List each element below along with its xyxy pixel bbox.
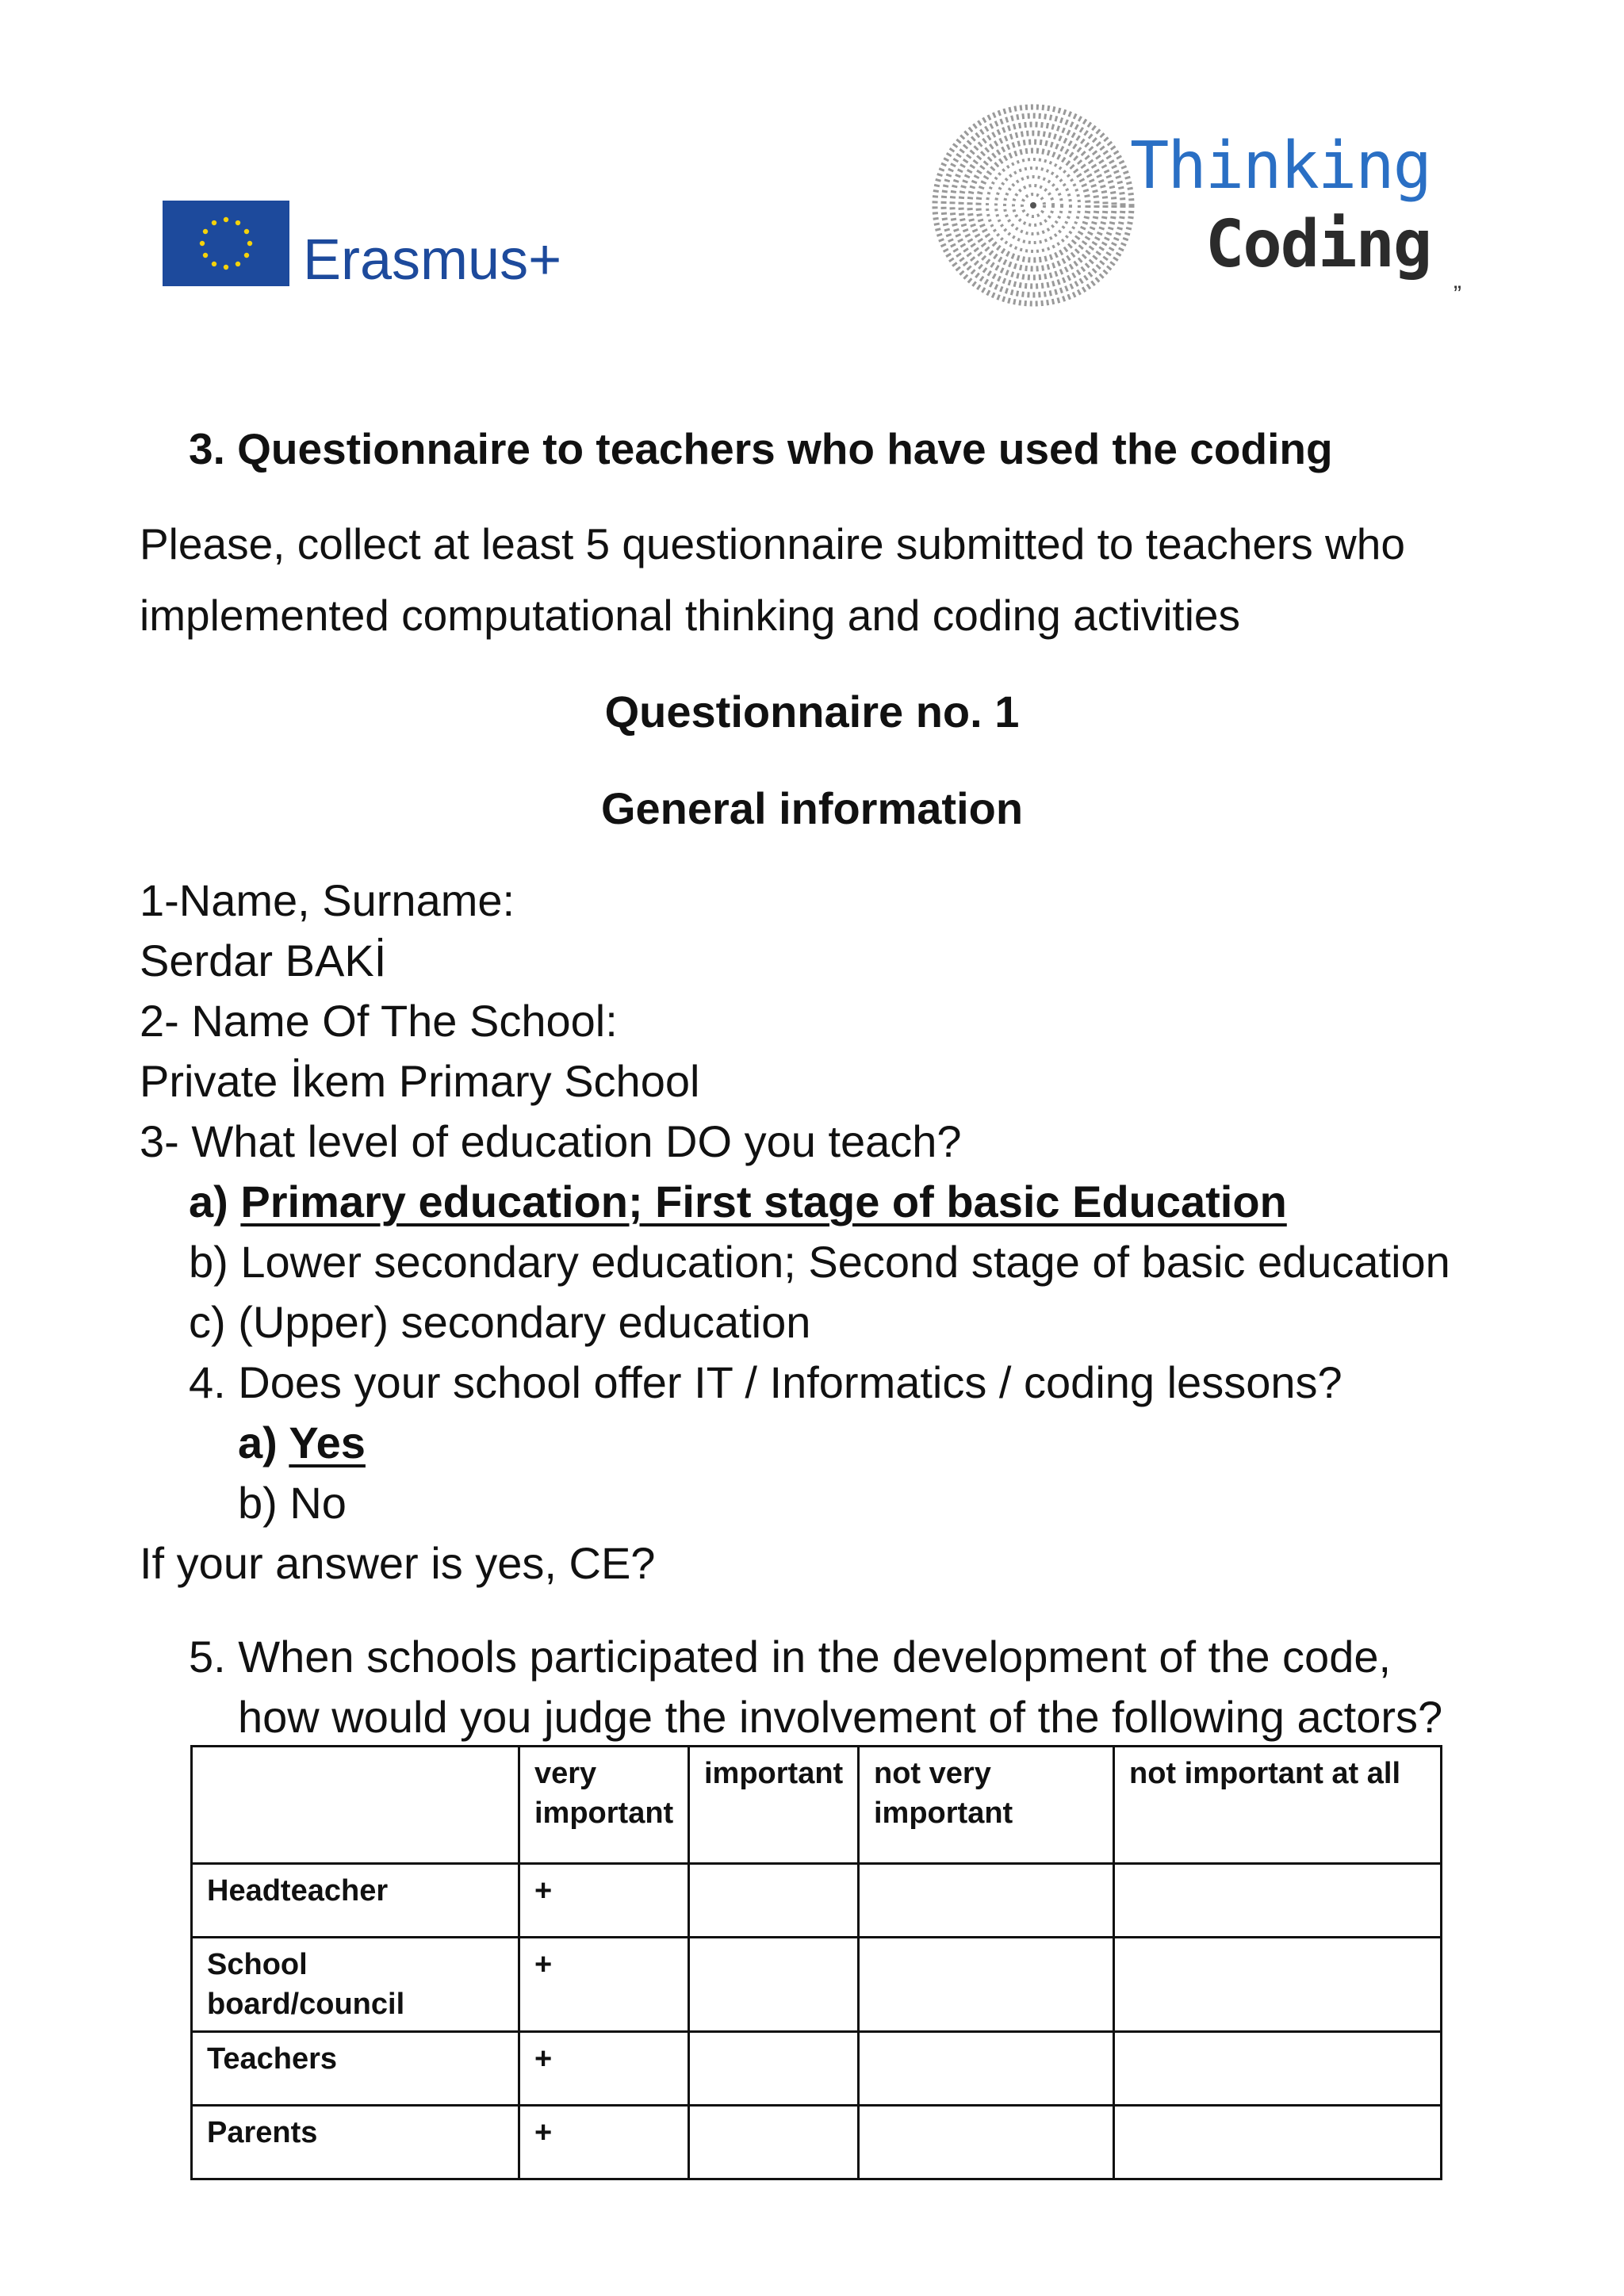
table-cell-rating: + — [519, 2032, 689, 2106]
table-cell-rating — [859, 1864, 1114, 1938]
table-header-not-important-at-all: not important at all — [1114, 1747, 1442, 1864]
q2-label: 2- Name Of The School: — [140, 996, 618, 1046]
corner-mark: ” — [1454, 281, 1461, 308]
q4-option-b — [238, 1473, 347, 1533]
table-header-very-important: very important — [519, 1747, 689, 1864]
table-cell-rating — [859, 1938, 1114, 2032]
q3-option-b-marker: b) — [189, 1237, 228, 1287]
table-cell-rating — [689, 1938, 859, 2032]
q1-label: 1-Name, Surname: — [140, 875, 515, 925]
table-row — [192, 2106, 1442, 2179]
q1-answer: Serdar BAKİ — [140, 936, 387, 985]
q2-answer: Private İkem Primary School — [140, 1056, 700, 1106]
erasmus-logo-text: Erasmus+ — [303, 228, 562, 292]
table-cell-rating — [689, 2106, 859, 2179]
table-cell-actor: Parents — [192, 2106, 519, 2179]
eu-flag-icon — [163, 201, 289, 286]
q3-option-b-text: Lower secondary education; Second stage of basic education — [240, 1237, 1450, 1287]
q3-label: 3- What level of education DO you teach? — [140, 1116, 962, 1166]
q3-option-c — [189, 1292, 810, 1353]
table-cell-rating: + — [519, 1938, 689, 2032]
section-title: 3. Questionnaire to teachers who have used the coding — [189, 424, 1333, 473]
table-cell-rating — [1114, 2106, 1442, 2179]
intro-line-1: Please, collect at least 5 questionnaire submitted to teachers who — [140, 519, 1405, 568]
table-cell-rating — [689, 2032, 859, 2106]
table-row — [192, 2032, 1442, 2106]
involvement-table — [190, 1745, 1442, 2180]
q5-line-1: 5. When schools participated in the development of the code, — [189, 1632, 1392, 1682]
q3-option-a — [189, 1172, 1287, 1232]
q4-followup: If your answer is yes, CE? — [140, 1538, 656, 1588]
intro-line-2: implemented computational thinking and coding activities — [140, 591, 1241, 640]
table-header-actor — [192, 1747, 519, 1864]
q4-label: 4. Does your school offer IT / Informatics / coding lessons? — [189, 1357, 1342, 1407]
table-row — [192, 1938, 1442, 2032]
table-header-important: important — [689, 1747, 859, 1864]
questionnaire-title: Questionnaire no. 1 — [604, 687, 1020, 737]
table-cell-rating — [1114, 1864, 1442, 1938]
q5-line-2: how would you judge the involvement of the following actors? — [238, 1692, 1443, 1742]
q3-option-a-marker: a) — [189, 1177, 228, 1226]
table-row — [192, 1864, 1442, 1938]
q3-option-a-text: Primary education; First stage of basic Education — [240, 1177, 1287, 1226]
table-cell-rating: + — [519, 2106, 689, 2179]
table-cell-rating — [859, 2106, 1114, 2179]
table-cell-rating: + — [519, 1864, 689, 1938]
table-cell-actor: School board/council — [192, 1938, 519, 2032]
coding-logo-text: Coding — [1205, 207, 1431, 282]
q3-option-b — [189, 1232, 1450, 1292]
q3-option-c-text: (Upper) secondary education — [238, 1297, 811, 1347]
q4-option-a — [238, 1413, 366, 1473]
eu-flag-stars — [163, 201, 289, 286]
table-header-row — [192, 1747, 1442, 1864]
table-cell-rating — [1114, 1938, 1442, 2032]
general-info-title: General information — [600, 783, 1024, 833]
q3-option-c-marker: c) — [189, 1297, 226, 1347]
table-cell-rating — [859, 2032, 1114, 2106]
binary-circle-icon — [929, 101, 1137, 309]
table-cell-rating — [689, 1864, 859, 1938]
table-header-not-very-important: not very important — [859, 1747, 1114, 1864]
q4-option-a-text: Yes — [289, 1418, 366, 1468]
q4-option-a-marker: a) — [238, 1418, 278, 1468]
q4-option-b-text: No — [289, 1478, 347, 1528]
table-cell-actor: Headteacher — [192, 1864, 519, 1938]
table-cell-rating — [1114, 2032, 1442, 2106]
table-cell-actor: Teachers — [192, 2032, 519, 2106]
q4-option-b-marker: b) — [238, 1478, 278, 1528]
thinking-logo-text: Thinking — [1130, 128, 1431, 204]
